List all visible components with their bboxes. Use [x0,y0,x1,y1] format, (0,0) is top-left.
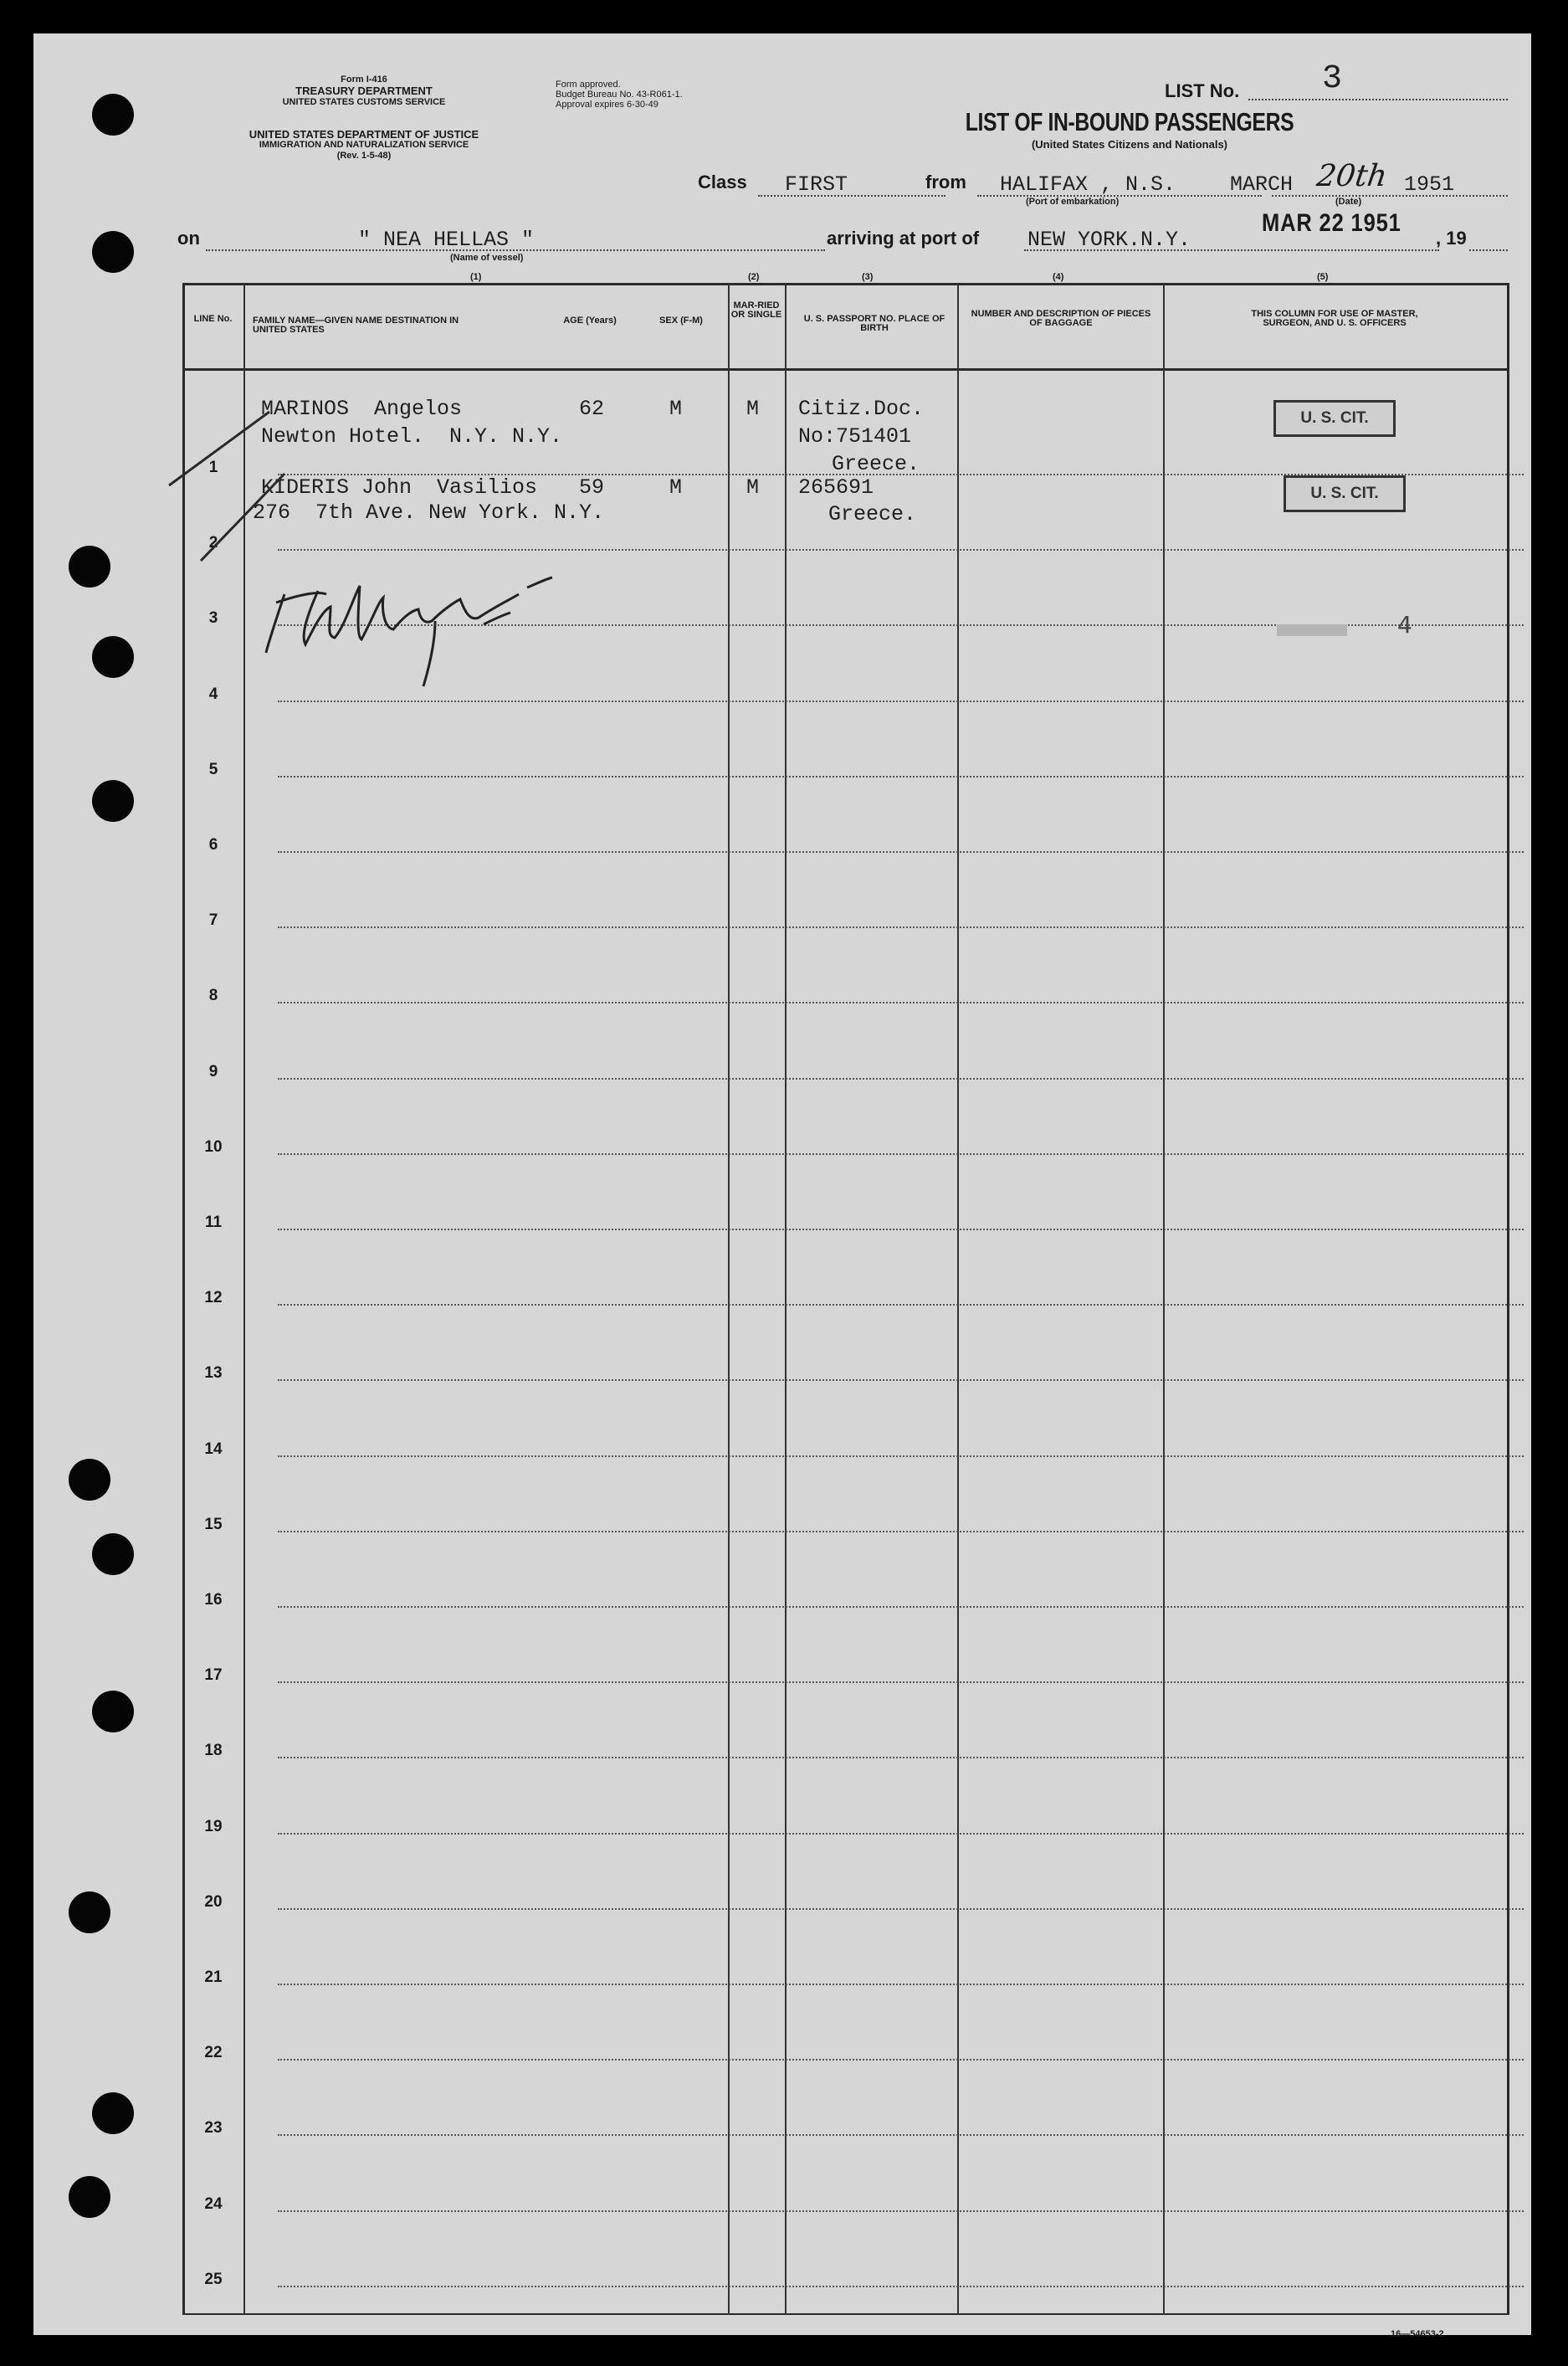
header-passport: U. S. PASSPORT NO. PLACE OF BIRTH [803,314,945,333]
passenger-1-sex: M [669,397,683,421]
list-no-value: 3 [1322,60,1343,98]
approval-expires: Approval expires 6-30-49 [556,100,658,110]
table-row [278,1379,1524,1381]
table-row [278,1606,1524,1608]
from-caption: (Port of embarkation) [1026,197,1120,207]
col-divider [957,283,959,2315]
header-line-no: LINE No. [193,314,233,324]
date-value: MARCH [1230,172,1294,197]
from-label: from [925,172,966,192]
passenger-1-passport: Citiz.Doc. [798,397,925,421]
line-number: 3 [208,609,218,627]
header-officers: THIS COLUMN FOR USE OF MASTER, SURGEON, AND U. S. OFFICERS [1251,309,1418,328]
line-number: 5 [208,761,218,778]
line-number: 20 [204,1893,223,1911]
table-row [278,1908,1524,1910]
line-number: 4 [208,685,218,703]
passenger-1-citizen-stamp: U. S. CIT. [1273,400,1396,437]
line-number: 21 [204,1968,223,1986]
form-approved: Form approved. [556,80,621,90]
col-number-1: (1) [470,272,482,282]
line-number: 7 [208,911,218,929]
punch-hole [69,1891,110,1933]
table-row [278,1304,1524,1306]
cross-out-stroke [201,474,284,561]
table-row [278,2059,1524,2061]
page-subtitle: (United States Citizens and Nationals) [1031,138,1228,151]
line-number: 14 [204,1440,223,1458]
service: UNITED STATES CUSTOMS SERVICE [282,97,446,107]
table-row [278,851,1524,853]
line-number: 12 [204,1289,223,1306]
punch-hole [92,231,134,273]
passenger-2-passport: 265691 [798,475,874,500]
vessel-name: " NEA HELLAS " [358,228,535,252]
passenger-2-age: 59 [579,475,605,500]
margin-mark: 4 [1397,611,1412,639]
rev: (Rev. 1-5-48) [336,151,392,161]
passenger-2-married: M [746,475,760,500]
cross-out-stroke [169,412,269,485]
arriving-label: arriving at port of [827,228,980,249]
line-number: 13 [204,1364,223,1382]
line-number: 11 [204,1214,223,1231]
table-row [278,2134,1524,2136]
class-value: FIRST [785,172,848,197]
ins: IMMIGRATION AND NATURALIZATION SERVICE [259,140,469,150]
list-no-line [1248,99,1508,100]
passenger-2-sex: M [669,475,683,500]
list-no-label: LIST No. [1165,80,1240,101]
col-number-3: (3) [862,272,874,282]
header-baggage: NUMBER AND DESCRIPTION OF PIECES OF BAGGAGE [971,309,1151,328]
vessel-caption: (Name of vessel) [450,253,524,263]
header-rule [182,368,1509,371]
year-label: , 19 [1436,228,1467,249]
punch-hole [92,2092,134,2134]
table-row [278,1229,1524,1230]
budget-bureau: Budget Bureau No. 43-R061-1. [556,90,683,100]
table-row [278,1455,1524,1457]
table-row [278,1531,1524,1532]
line-number: 16 [204,1591,223,1609]
passenger-2-citizen-stamp: U. S. CIT. [1284,475,1406,512]
line-number: 22 [204,2044,223,2061]
port-value: NEW YORK.N.Y. [1027,228,1191,252]
punch-hole [69,2176,110,2218]
punch-hole [92,780,134,822]
col-number-4: (4) [1053,272,1064,282]
date-caption: (Date) [1335,197,1362,207]
passenger-1-age: 62 [579,397,605,421]
passenger-2-birthplace: Greece. [828,502,917,526]
line-number: 8 [208,987,218,1004]
punch-hole [92,636,134,678]
date-handwritten: 20th [1314,159,1390,193]
manifest-sheet [33,33,1531,2339]
from-value: HALIFAX , N.S. [1000,172,1176,197]
line-number: 1 [208,459,218,476]
punch-hole [92,1533,134,1575]
passenger-2-name: KIDERIS John Vasilios [261,475,538,500]
on-label: on [177,228,200,249]
table-row [278,1984,1524,1985]
signature [266,577,552,686]
table-row [278,1078,1524,1080]
table-row [278,1757,1524,1758]
line-number: 24 [204,2195,223,2213]
date-stamp: MAR 22 1951 [1262,209,1401,237]
handwriting-marks [159,393,795,695]
line-number: 2 [208,534,218,552]
table-row [278,926,1524,928]
header-age: AGE (Years) [563,316,617,326]
table-row [278,701,1524,702]
table-row [278,1833,1524,1835]
line-number: 19 [204,1818,223,1835]
passenger-1-birthplace: Greece. [832,452,920,476]
header-married: MAR-RIED OR SINGLE [730,300,782,320]
header-name: FAMILY NAME—GIVEN NAME DESTINATION IN UNITED STATES [253,316,459,335]
passenger-1-passport-no: No:751401 [798,424,912,449]
punch-hole [92,1691,134,1732]
col-number-2: (2) [748,272,760,282]
passenger-2-destination: 276 7th Ave. New York. N.Y. [253,500,605,525]
date-year: 1951 [1404,172,1455,197]
line-number: 15 [204,1516,223,1533]
punch-hole [69,1459,110,1501]
passenger-1-destination: Newton Hotel. N.Y. N.Y. [261,424,563,449]
col-number-5: (5) [1317,272,1329,282]
passenger-1-name: MARINOS Angelos [261,397,463,421]
page-title: LIST OF IN-BOUND PASSENGERS [965,107,1294,136]
punch-hole [69,546,110,588]
line-number: 6 [208,836,218,854]
date-line [1272,195,1508,197]
passenger-1-married: M [746,397,760,421]
line-number: 17 [204,1666,223,1684]
line-number: 10 [204,1138,223,1156]
table-row [278,1002,1524,1003]
table-row [278,776,1524,778]
line-number: 25 [204,2271,223,2288]
year-line [1469,249,1508,251]
table-row [278,2210,1524,2212]
table-row [278,2286,1524,2287]
col-divider [1163,283,1165,2315]
form-number: Form I-416 [341,74,387,85]
class-label: Class [698,172,747,192]
justice-dept: UNITED STATES DEPARTMENT OF JUSTICE [249,128,479,141]
punch-hole [92,94,134,136]
department: TREASURY DEPARTMENT [295,85,433,97]
line-number: 23 [204,2119,223,2137]
smudge-mark [1277,624,1347,636]
table-row [278,1153,1524,1155]
footer-code: 16—54653-2 [1391,2329,1444,2339]
line-number: 9 [208,1063,218,1080]
header-sex: SEX (F-M) [659,316,703,326]
line-number: 18 [204,1742,223,1759]
table-row [278,1681,1524,1683]
